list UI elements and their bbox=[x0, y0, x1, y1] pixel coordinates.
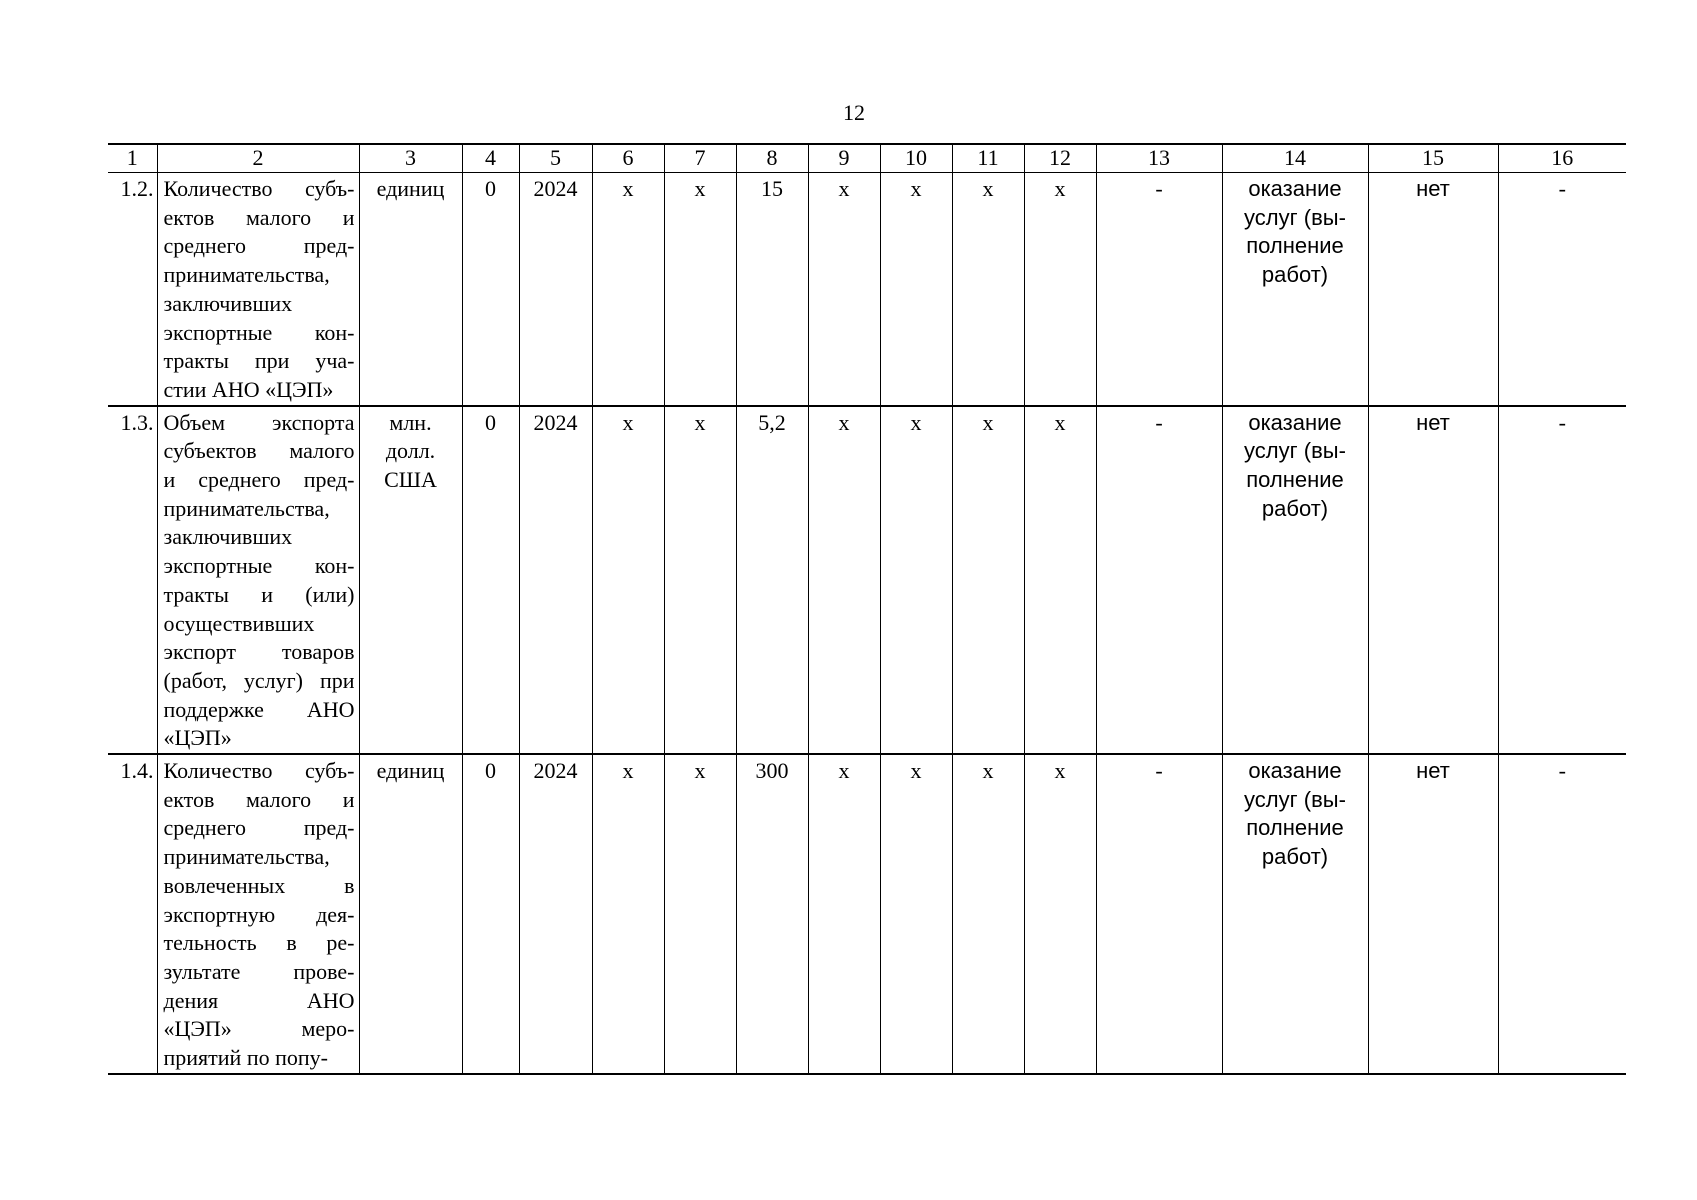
value-col-11: х bbox=[952, 754, 1024, 1074]
value-col-11: х bbox=[952, 173, 1024, 406]
value-col-9: х bbox=[808, 406, 880, 754]
value-col-14-line: полнение bbox=[1246, 815, 1344, 841]
base-year: 2024 bbox=[519, 754, 592, 1074]
indicator-name-line: Количество субъ- bbox=[163, 758, 355, 784]
column-header-11: 11 bbox=[952, 144, 1024, 173]
table-row bbox=[108, 406, 1626, 754]
base-value: 0 bbox=[462, 754, 519, 1074]
value-col-6: х bbox=[592, 754, 664, 1074]
base-year: 2024 bbox=[519, 173, 592, 406]
value-col-14-line: оказание bbox=[1248, 176, 1342, 201]
value-col-14-line: полнение bbox=[1246, 467, 1344, 493]
indicators-table bbox=[108, 143, 1626, 1075]
page-number: 12 bbox=[843, 100, 865, 125]
value-col-15: нет bbox=[1368, 754, 1498, 1074]
unit-of-measure-line: единиц bbox=[376, 176, 445, 201]
value-col-11: х bbox=[952, 406, 1024, 754]
value-col-12: х bbox=[1024, 754, 1096, 1074]
column-header-5: 5 bbox=[519, 144, 592, 173]
unit-of-measure-line: млн. bbox=[389, 409, 432, 435]
table-body bbox=[108, 173, 1626, 1074]
indicator-name-line: тракты и (или) bbox=[163, 581, 355, 607]
indicator-name-line: поддержке АНО bbox=[163, 696, 355, 722]
indicator-name-line: среднего пред- bbox=[163, 815, 355, 841]
value-col-15: нет bbox=[1368, 406, 1498, 754]
value-col-9: х bbox=[808, 173, 880, 406]
base-year: 2024 bbox=[519, 406, 592, 754]
value-col-13: - bbox=[1096, 173, 1222, 406]
indicator-name-line: принимательства, bbox=[163, 495, 330, 521]
value-col-14-line: полнение bbox=[1246, 233, 1344, 259]
value-col-8: 300 bbox=[736, 754, 808, 1074]
unit-of-measure bbox=[359, 406, 462, 754]
value-col-12: х bbox=[1024, 173, 1096, 406]
value-col-15: нет bbox=[1368, 173, 1498, 406]
indicator-name-line: принимательства, bbox=[163, 262, 330, 288]
indicator-name-line: стии АНО «ЦЭП» bbox=[163, 376, 334, 402]
indicator-name-line: экспорт товаров bbox=[163, 639, 355, 665]
unit-of-measure bbox=[359, 173, 462, 406]
value-col-16: - bbox=[1498, 754, 1626, 1074]
value-col-14-line: работ) bbox=[1261, 844, 1329, 870]
indicator-name-line: экспортные кон- bbox=[163, 553, 355, 579]
indicator-name-line: (работ, услуг) при bbox=[163, 667, 355, 693]
column-header-7: 7 bbox=[664, 144, 736, 173]
value-col-6: х bbox=[592, 173, 664, 406]
row-number: 1.4. bbox=[108, 754, 157, 1074]
indicator-name-line: принимательства, bbox=[163, 844, 330, 870]
column-header-1: 1 bbox=[108, 144, 157, 173]
value-col-7: х bbox=[664, 173, 736, 406]
column-header-4: 4 bbox=[462, 144, 519, 173]
column-header-15: 15 bbox=[1368, 144, 1498, 173]
column-header-2: 2 bbox=[157, 144, 359, 173]
indicator-name-line: Количество субъ- bbox=[163, 176, 355, 201]
column-header-16: 16 bbox=[1498, 144, 1626, 173]
value-col-14-line: работ) bbox=[1261, 262, 1329, 288]
indicator-name-line: осуществивших bbox=[163, 610, 315, 636]
indicator-name-line: и среднего пред- bbox=[163, 467, 355, 493]
indicator-name-line: тракты при уча- bbox=[163, 348, 355, 374]
indicator-name-line: экспортную дея- bbox=[163, 901, 355, 927]
indicator-name-line: «ЦЭП» меро- bbox=[163, 1016, 355, 1042]
base-value: 0 bbox=[462, 406, 519, 754]
value-col-14-line: услуг (вы- bbox=[1244, 786, 1346, 812]
value-col-14-line: работ) bbox=[1261, 495, 1329, 521]
value-col-9: х bbox=[808, 754, 880, 1074]
unit-of-measure-line: единиц bbox=[376, 758, 445, 784]
indicator-name-line: Объем экспорта bbox=[163, 409, 355, 435]
value-col-12: х bbox=[1024, 406, 1096, 754]
value-col-8: 5,2 bbox=[736, 406, 808, 754]
value-col-6: х bbox=[592, 406, 664, 754]
column-header-9: 9 bbox=[808, 144, 880, 173]
indicator-name-line: ектов малого и bbox=[163, 786, 355, 812]
value-col-14-line: услуг (вы- bbox=[1244, 438, 1346, 464]
base-value: 0 bbox=[462, 173, 519, 406]
indicator-name bbox=[157, 406, 359, 754]
row-number: 1.2. bbox=[108, 173, 157, 406]
value-col-10: х bbox=[880, 173, 952, 406]
value-col-14-line: оказание bbox=[1248, 409, 1342, 435]
value-col-7: х bbox=[664, 406, 736, 754]
value-col-14-line: оказание bbox=[1248, 758, 1342, 784]
indicator-name-line: дения АНО bbox=[163, 987, 355, 1013]
indicator-name-line: «ЦЭП» bbox=[163, 725, 232, 751]
column-number-row bbox=[108, 144, 1626, 173]
column-header-14: 14 bbox=[1222, 144, 1368, 173]
value-col-14 bbox=[1222, 406, 1368, 754]
indicator-name-line: приятий по попу- bbox=[163, 1045, 328, 1071]
row-number: 1.3. bbox=[108, 406, 157, 754]
column-header-8: 8 bbox=[736, 144, 808, 173]
value-col-16: - bbox=[1498, 173, 1626, 406]
indicator-name-line: заключивших bbox=[163, 524, 293, 550]
column-header-12: 12 bbox=[1024, 144, 1096, 173]
value-col-14-line: услуг (вы- bbox=[1244, 204, 1346, 230]
indicator-name-line: зультате прове- bbox=[163, 958, 355, 984]
unit-of-measure bbox=[359, 754, 462, 1074]
value-col-14 bbox=[1222, 754, 1368, 1074]
value-col-10: х bbox=[880, 754, 952, 1074]
column-header-10: 10 bbox=[880, 144, 952, 173]
indicator-name-line: тельность в ре- bbox=[163, 930, 355, 956]
indicator-name bbox=[157, 173, 359, 406]
indicator-name-line: экспортные кон- bbox=[163, 319, 355, 345]
indicator-name-line: среднего пред- bbox=[163, 233, 355, 259]
indicator-name bbox=[157, 754, 359, 1074]
value-col-8: 15 bbox=[736, 173, 808, 406]
indicator-name-line: заключивших bbox=[163, 290, 293, 316]
column-header-6: 6 bbox=[592, 144, 664, 173]
table-row bbox=[108, 754, 1626, 1074]
value-col-13: - bbox=[1096, 406, 1222, 754]
unit-of-measure-line: США bbox=[384, 467, 437, 493]
unit-of-measure-line: долл. bbox=[385, 438, 436, 464]
value-col-16: - bbox=[1498, 406, 1626, 754]
value-col-7: х bbox=[664, 754, 736, 1074]
table-row bbox=[108, 173, 1626, 406]
column-header-13: 13 bbox=[1096, 144, 1222, 173]
value-col-14 bbox=[1222, 173, 1368, 406]
column-header-3: 3 bbox=[359, 144, 462, 173]
value-col-13: - bbox=[1096, 754, 1222, 1074]
indicator-name-line: вовлеченных в bbox=[163, 872, 355, 898]
indicator-name-line: ектов малого и bbox=[163, 204, 355, 230]
value-col-10: х bbox=[880, 406, 952, 754]
indicator-name-line: субъектов малого bbox=[163, 438, 355, 464]
